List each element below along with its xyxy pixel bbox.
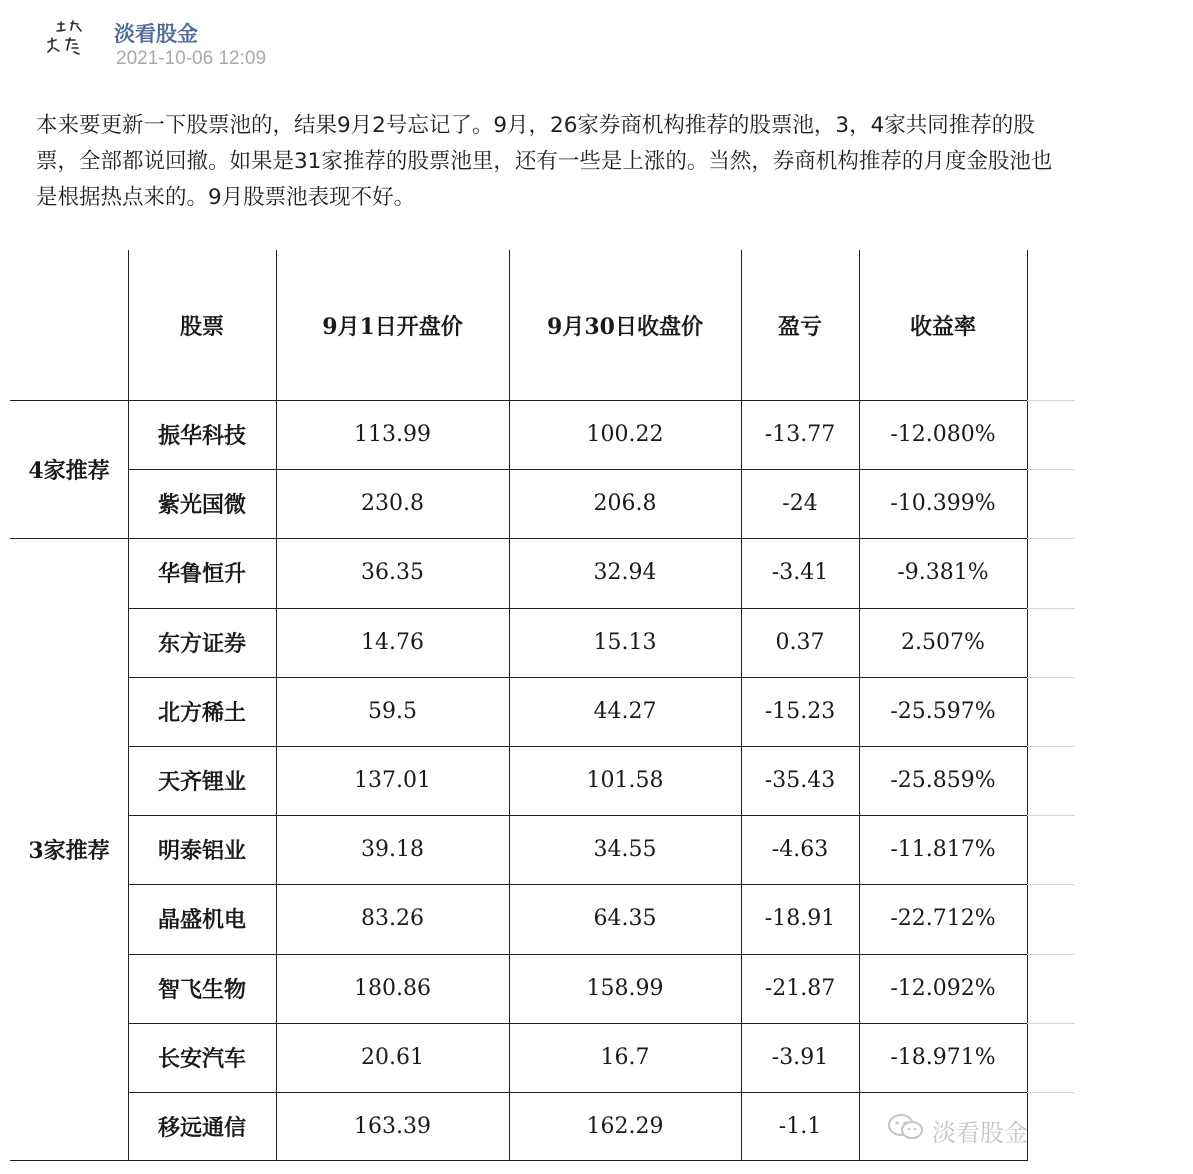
close-price: 34.55 [593,837,657,863]
table-header-cell: 收益率 [909,313,976,340]
wechat-icon [886,1112,926,1148]
open-price: 137.01 [354,768,431,794]
stock-name: 振华科技 [157,423,246,450]
open-price: 59.5 [368,698,417,724]
return-rate: -25.597% [890,698,996,724]
stock-name: 移远通信 [157,1115,246,1142]
stock-name: 北方稀土 [157,699,246,726]
author-avatar[interactable] [40,18,90,60]
stock-pool-table [0,250,1193,1174]
close-price: 16.7 [600,1044,650,1070]
row-extension-line [1027,538,1075,539]
profit-loss: -3.91 [771,1044,829,1070]
open-price: 39.18 [361,837,424,863]
stock-name: 晶盛机电 [157,907,246,934]
profit-loss: -21.87 [764,975,836,1001]
row-extension-line [1027,400,1075,401]
profit-loss: -35.43 [764,768,836,794]
profit-loss: -24 [782,491,818,517]
return-rate: -22.712% [890,906,996,932]
profit-loss: -18.91 [764,906,836,932]
return-rate: -12.092% [890,975,996,1001]
profit-loss: -3.41 [771,560,829,586]
watermark [886,1112,1028,1148]
open-price: 20.61 [361,1044,424,1070]
row-extension-line [1027,746,1075,747]
return-rate: -25.859% [890,768,996,794]
return-rate: -12.080% [890,422,996,448]
stock-name: 明泰铝业 [157,838,246,865]
return-rate: -10.399% [890,491,996,517]
table-header-cell: 盈亏 [777,313,822,340]
profit-loss: -13.77 [764,422,836,448]
stock-name: 长安汽车 [157,1045,246,1072]
return-rate: 2.507% [901,629,985,655]
table-header-cell: 9月30日收盘价 [547,313,703,340]
stock-name: 天齐锂业 [157,769,246,796]
stock-name: 紫光国微 [157,492,246,519]
row-extension-line [1027,1092,1075,1093]
open-price: 83.26 [361,906,424,932]
stock-name: 东方证券 [157,630,246,657]
open-price: 36.35 [361,560,424,586]
open-price: 14.76 [361,629,424,655]
row-extension-line [1027,677,1075,678]
row-extension-line [1027,954,1075,955]
table-header-cell: 9月1日开盘价 [322,313,463,340]
close-price: 101.58 [586,768,664,794]
close-price: 64.35 [593,906,657,932]
open-price: 113.99 [354,422,431,448]
return-rate: -18.971% [890,1044,996,1070]
close-price: 100.22 [586,422,664,448]
profit-loss: -15.23 [764,698,836,724]
post-timestamp: 2021-10-06 12:09 [116,48,267,69]
profit-loss: -1.1 [778,1114,822,1140]
group-label: 4家推荐 [28,457,110,484]
open-price: 163.39 [354,1114,431,1140]
stock-name: 智飞生物 [157,976,246,1003]
row-extension-line [1027,1023,1075,1024]
return-rate: -9.381% [897,560,989,586]
close-price: 32.94 [593,560,657,586]
table-bottom-line [10,1160,1027,1161]
return-rate: -11.817% [890,837,996,863]
row-extension-line [1027,815,1075,816]
watermark-text: 淡看股金 [932,1118,1028,1147]
table-header-cell: 股票 [179,313,224,340]
post-paragraph: 本来要更新一下股票池的，结果9月2号忘记了。9月，26家券商机构推荐的股票池，3，4家共同推荐的股票，全部都说回撤。如果是31家推荐的股票池里，还有一些是上涨的。当然，券商机构推荐的月度金股池也是根据热点来的。9月股票池表现不好。 [36,113,1053,210]
close-price: 158.99 [586,975,664,1001]
group-label: 3家推荐 [28,838,110,865]
close-price: 162.29 [586,1114,664,1140]
profit-loss: 0.37 [775,629,825,655]
open-price: 230.8 [361,491,424,517]
author-name[interactable]: 淡看股金 [114,23,198,46]
row-extension-line [1027,469,1075,470]
table-vline [1027,250,1028,1161]
open-price: 180.86 [354,975,431,1001]
row-extension-line [1027,884,1075,885]
close-price: 206.8 [593,491,657,517]
close-price: 15.13 [593,629,657,655]
close-price: 44.27 [593,698,657,724]
row-extension-line [1027,608,1075,609]
profit-loss: -4.63 [771,837,829,863]
stock-name: 华鲁恒升 [157,561,246,588]
